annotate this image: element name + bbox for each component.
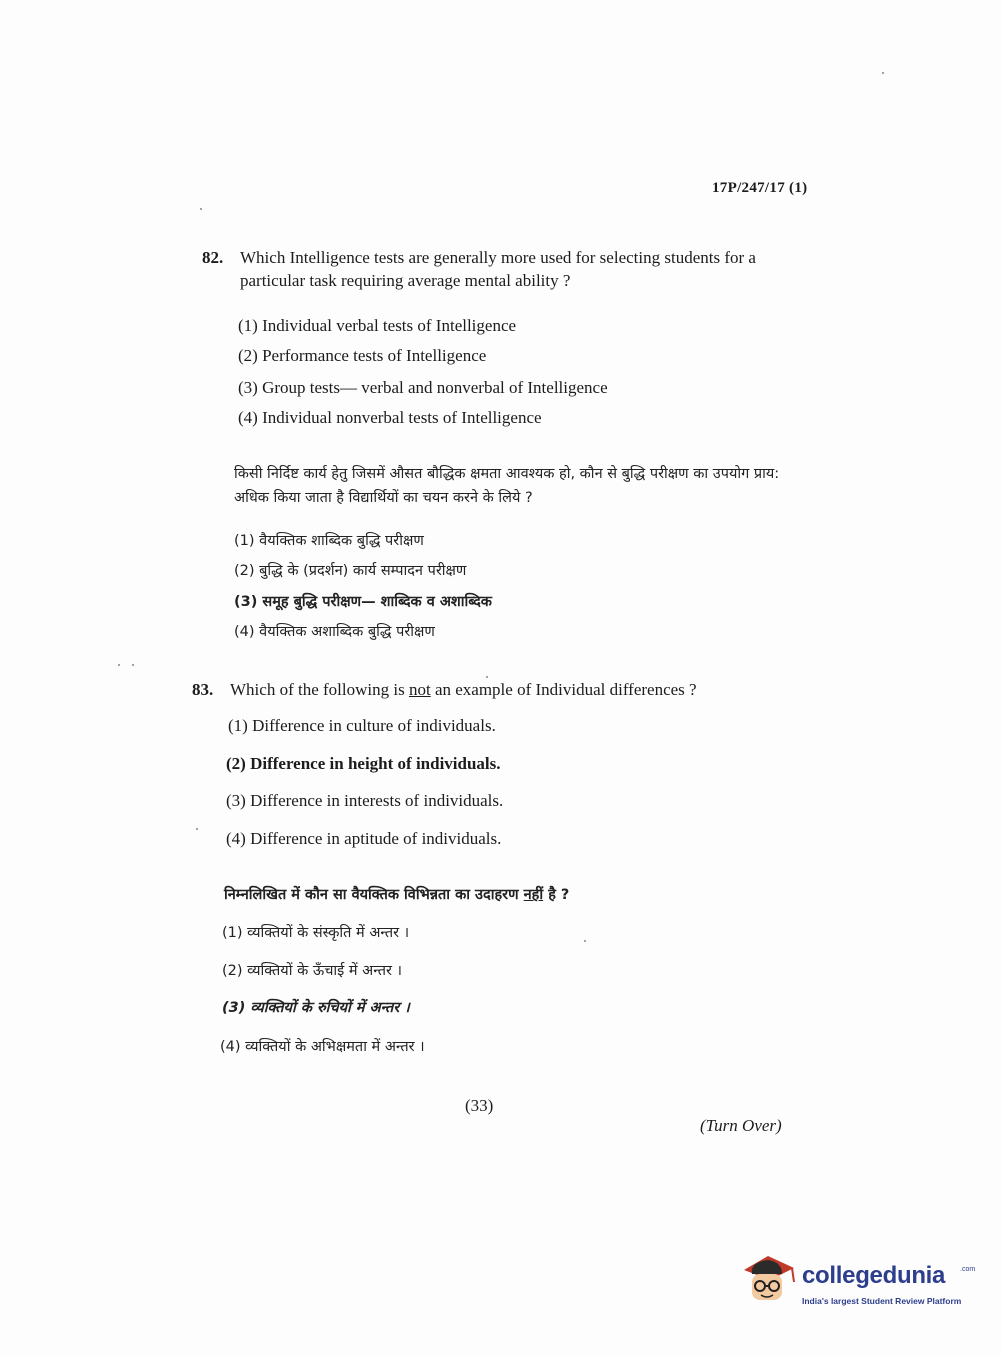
question-text xyxy=(230,678,792,701)
logo-tagline: India's largest Student Review Platform xyxy=(802,1296,962,1306)
page-number: (33) xyxy=(465,1096,494,1115)
q82-option-3: (3) Group tests— verbal and nonverbal of Intelligence xyxy=(238,378,608,397)
scan-speck xyxy=(132,664,134,666)
question-text: Which Intelligence tests are generally more used for selecting students for a particular task requiring average mental ability ? xyxy=(240,248,756,290)
scan-speck xyxy=(486,676,488,678)
scan-speck xyxy=(882,72,884,74)
q82-hindi-option-3: (3) समूह बुद्धि परीक्षण— शाब्दिक व अशाब्दिक xyxy=(234,594,492,610)
q83-hindi-option-4: (4) व्यक्तियों के अभिक्षमता में अन्तर । xyxy=(220,1039,425,1055)
q83-hindi-text-emphasis: नहीं xyxy=(523,887,544,903)
q83-hindi-option-3: (3) व्यक्तियों के रुचियों में अन्तर । xyxy=(222,1000,410,1016)
logo-brand-text: collegedunia xyxy=(802,1262,946,1289)
q82-option-1: (1) Individual verbal tests of Intelligence xyxy=(238,316,517,335)
paper-code: 17P/247/17 (1) xyxy=(712,180,808,196)
q83-hindi-option-2: (2) व्यक्तियों के ऊँचाई में अन्तर । xyxy=(222,963,403,979)
mascot-icon xyxy=(738,1248,800,1318)
q82-hindi-option-2: (2) बुद्धि के (प्रदर्शन) कार्य सम्पादन परीक्षण xyxy=(234,563,467,579)
logo-tm: .com xyxy=(960,1266,976,1273)
q83-option-4: (4) Difference in aptitude of individuals. xyxy=(226,829,502,848)
question-text-before: Which of the following is xyxy=(230,680,409,699)
question-82-row xyxy=(202,246,812,292)
q83-option-1: (1) Difference in culture of individuals. xyxy=(228,716,496,735)
q82-hindi-text: किसी निर्दिष्ट कार्य हेतु जिसमें औसत बौद्धिक क्षमता आवश्यक हो, कौन से बुद्धि परीक्षण का उपयोग प्राय: अधिक किया जाता है विद्यार्थियों का चयन करने के लिये ? xyxy=(234,466,780,506)
scan-speck xyxy=(200,208,202,210)
q82-hindi-option-4: (4) वैयक्तिक अशाब्दिक बुद्धि परीक्षण xyxy=(234,624,435,640)
q83-hindi-text xyxy=(224,884,569,904)
q83-hindi-text-before: निम्नलिखित में कौन सा वैयक्तिक विभिन्नता का उदाहरण xyxy=(224,887,524,903)
q82-hindi-option-1: (1) वैयक्तिक शाब्दिक बुद्धि परीक्षण xyxy=(234,533,424,549)
q82-option-2: (2) Performance tests of Intelligence xyxy=(238,346,487,365)
q82-option-4: (4) Individual nonverbal tests of Intelligence xyxy=(238,408,542,427)
collegedunia-logo xyxy=(738,1248,978,1318)
q83-hindi-option-1: (1) व्यक्तियों के संस्कृति में अन्तर । xyxy=(222,925,410,941)
scan-speck xyxy=(118,664,120,666)
turn-over-note: (Turn Over) xyxy=(700,1116,782,1135)
question-82 xyxy=(202,246,812,292)
scan-speck xyxy=(196,828,198,830)
question-number: 83. xyxy=(192,680,214,699)
q83-option-2: (2) Difference in height of individuals. xyxy=(226,754,501,773)
question-83-row xyxy=(192,678,792,701)
scan-speck xyxy=(584,940,586,942)
question-83 xyxy=(192,678,792,701)
q83-hindi-text-after: है ? xyxy=(543,887,570,903)
question-number: 82. xyxy=(202,248,224,267)
question-text-emphasis: not xyxy=(408,680,431,699)
q83-option-3: (3) Difference in interests of individuals. xyxy=(226,791,504,810)
question-text-after: an example of Individual differences ? xyxy=(430,680,697,699)
